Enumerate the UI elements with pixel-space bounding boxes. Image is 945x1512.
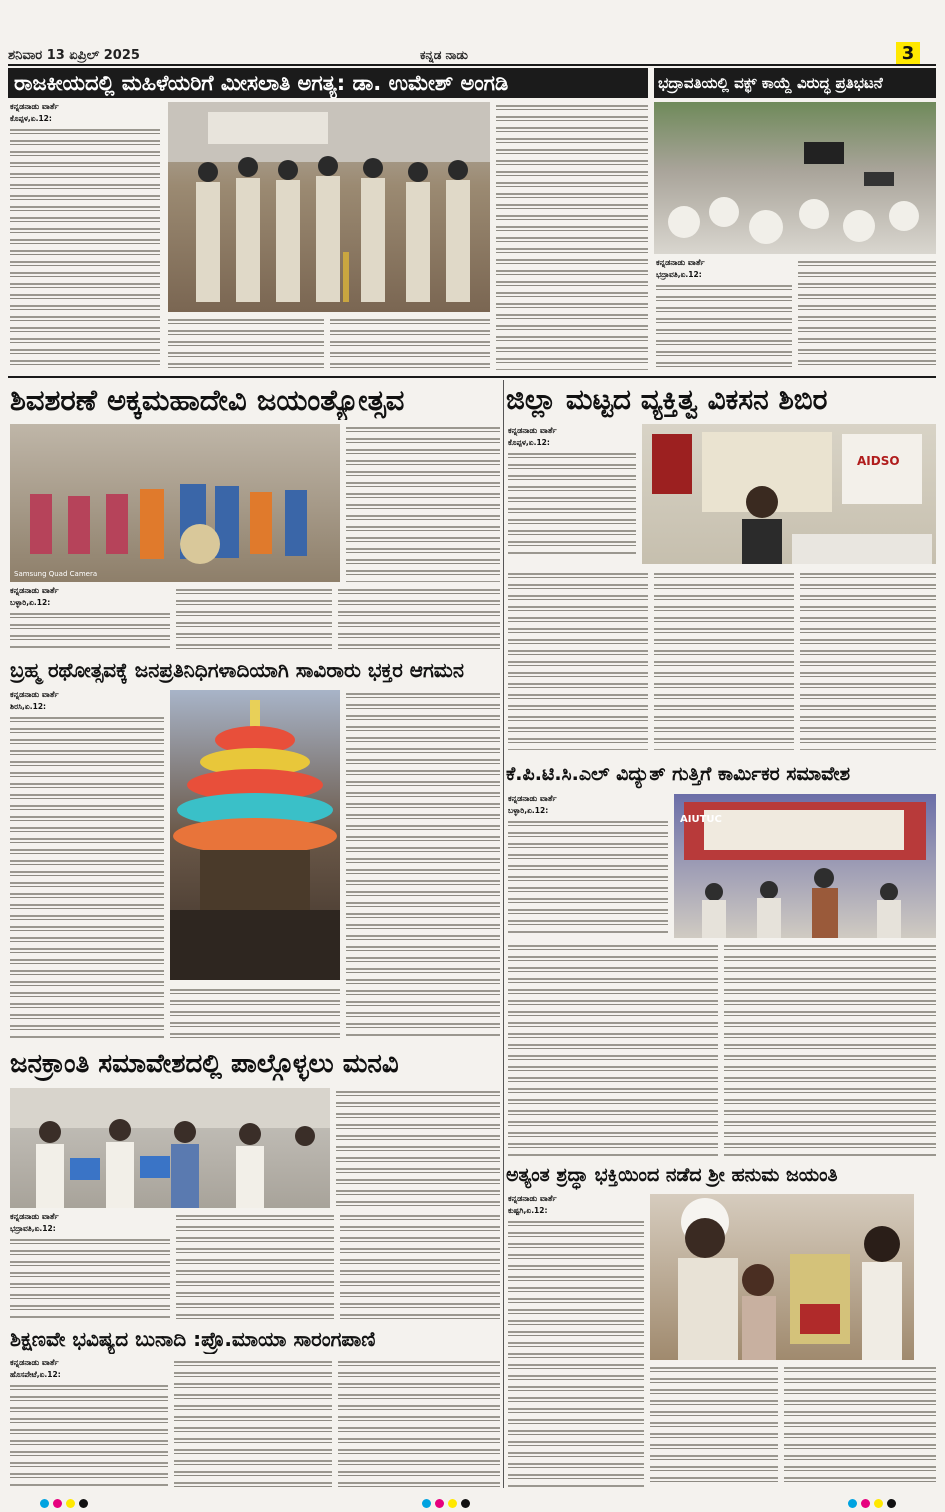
article-3-dateline: ಬಳ್ಳಾರಿ,ಏ.12: [10, 598, 51, 607]
article-3-photo [10, 424, 340, 582]
article-8-dateline: ಕುಷ್ಟಗಿ,ಏ.12: [508, 1206, 548, 1215]
article-6-headline: ಕೆ.ಪಿ.ಟಿ.ಸಿ.ಎಲ್ ವಿದ್ಯುತ್ ಗುತ್ತಿಗೆ ಕಾರ್ಮಿಕರ ಸಮಾವೇಶ [506, 763, 851, 785]
article-9-text-col-2 [174, 1358, 332, 1488]
article-1-text-col-2 [168, 316, 324, 370]
article-4-byline: ಕನ್ನಡನಾಡು ವಾರ್ತೆ [508, 426, 557, 435]
article-9-byline: ಕನ್ನಡನಾಡು ವಾರ್ತೆ [10, 1358, 59, 1367]
article-1-text-col-4 [496, 102, 648, 370]
article-1-byline: ಕನ್ನಡನಾಡು ವಾರ್ತೆ [10, 102, 59, 111]
article-9-text-col-1 [10, 1382, 168, 1488]
article-9-headline: ಶಿಕ್ಷಣವೇ ಭವಿಷ್ಯದ ಬುನಾದಿ :ಪ್ರೊ.ಮಾಯಾ ಸಾರಂಗಪಾಣಿ [10, 1327, 376, 1351]
article-3-text-col-3 [176, 586, 332, 650]
aidso-banner-text: AIDSO [857, 454, 900, 468]
article-7-text-col-2 [10, 1236, 170, 1320]
article-7-headline: ಜನಕ್ರಾಂತಿ ಸಮಾವೇಶದಲ್ಲಿ ಪಾಲ್ಗೊಳ್ಳಲು ಮನವಿ [10, 1049, 399, 1079]
protest-crowd-image [654, 102, 936, 254]
article-7-text-col-4 [340, 1212, 500, 1320]
article-6-dateline: ಬಳ್ಳಾರಿ,ಏ.12: [508, 806, 549, 815]
article-2-text-col-1 [656, 282, 792, 370]
article-1-headline: ರಾಜಕೀಯದಲ್ಲಿ ಮಹಿಳೆಯರಿಗೆ ಮೀಸಲಾತಿ ಅಗತ್ಯ: ಡಾ. ಉಮೇಶ್ ಅಂಗಡಿ [8, 68, 648, 98]
article-4-text-col-3 [654, 570, 794, 750]
article-4-text-col-4 [800, 570, 936, 750]
article-2-photo [654, 102, 936, 254]
children-group-image [10, 424, 340, 582]
article-9-dateline: ಹೊಸಪೇಟೆ,ಏ.12: [10, 1370, 61, 1379]
article-8-byline: ಕನ್ನಡನಾಡು ವಾರ್ತೆ [508, 1194, 557, 1203]
temple-prayer-image [650, 1194, 914, 1360]
article-1-text-col-3 [330, 316, 490, 370]
speaker-at-podium-image [642, 424, 936, 564]
article-7-dateline: ಭದ್ರಾವತಿ,ಏ.12: [10, 1224, 56, 1233]
article-1-text-col-1 [10, 126, 160, 370]
article-7-photo [10, 1088, 330, 1208]
aiutuc-banner-text: AIUTUC [680, 814, 722, 825]
article-7-byline: ಕನ್ನಡನಾಡು ವಾರ್ತೆ [10, 1212, 59, 1221]
article-8-text-col-2 [650, 1364, 778, 1488]
article-5-text-col-3 [346, 690, 500, 1038]
article-2-text-col-2 [798, 258, 936, 370]
press-meet-image [10, 1088, 330, 1208]
issue-date: ಶನಿವಾರ 13 ಏಪ್ರಿಲ್ 2025 [8, 48, 140, 63]
article-4-photo [642, 424, 936, 564]
chariot-festival-image [170, 690, 340, 980]
article-5-headline: ಬ್ರಹ್ಮ ರಥೋತ್ಸವಕ್ಕೆ ಜನಪ್ರತಿನಿಧಿಗಳಾದಿಯಾಗಿ ಸಾವಿರಾರು ಭಕ್ತರ ಆಗಮನ [10, 658, 464, 682]
article-8-headline: ಅತ್ಯಂತ ಶ್ರದ್ಧಾ ಭಕ್ತಿಯಿಂದ ನಡೆದ ಶ್ರೀ ಹನುಮ ಜಯಂತಿ [506, 1164, 838, 1186]
page-number: 3 [896, 42, 920, 66]
article-2-byline: ಕನ್ನಡನಾಡು ವಾರ್ತೆ [656, 258, 705, 267]
article-3-text-col-2 [10, 610, 170, 650]
article-5-text-col-2 [170, 986, 340, 1038]
article-4-dateline: ಕೊಪ್ಪಳ,ಏ.12: [508, 438, 550, 447]
article-7-text-col-1 [336, 1088, 500, 1208]
masthead: ಕನ್ನಡ ನಾಡು [420, 48, 468, 62]
article-2-headline: ಭದ್ರಾವತಿಯಲ್ಲಿ ವಕ್ಫ್ ಕಾಯ್ದೆ ವಿರುದ್ಧ ಪ್ರತಿಭಟನೆ [654, 68, 936, 98]
article-5-photo [170, 690, 340, 980]
article-4-text-col-1 [508, 450, 636, 556]
article-6-text-col-3 [724, 942, 936, 1156]
article-4-text-col-2 [508, 570, 648, 750]
section-rule-1 [8, 376, 936, 378]
article-7-text-col-3 [176, 1212, 334, 1320]
article-3-text-col-4 [338, 586, 500, 650]
registration-marks-right [848, 1493, 900, 1512]
page-header [0, 0, 945, 66]
article-5-text-col-1 [10, 714, 164, 1038]
article-6-byline: ಕನ್ನಡನಾಡು ವಾರ್ತೆ [508, 794, 557, 803]
article-6-photo [674, 794, 936, 938]
article-1-photo-image [168, 102, 490, 312]
article-6-text-col-2 [508, 942, 718, 1156]
article-8-text-col-3 [784, 1364, 936, 1488]
article-8-photo [650, 1194, 914, 1360]
article-3-photo-caption: Samsung Quad Camera [14, 570, 98, 578]
article-8-text-col-1 [508, 1218, 644, 1488]
article-3-headline: ಶಿವಶರಣೆ ಅಕ್ಕಮಹಾದೇವಿ ಜಯಂತ್ಯೋತ್ಸವ [10, 383, 405, 417]
article-1-photo [168, 102, 490, 312]
article-2-dateline: ಭದ್ರಾವತಿ,ಏ.12: [656, 270, 702, 279]
registration-marks-center [422, 1493, 474, 1512]
article-5-dateline: ಶಿರಸಿ,ಏ.12: [10, 702, 47, 711]
article-1-dateline: ಕೊಪ್ಪಳ,ಏ.12: [10, 114, 52, 123]
article-6-text-col-1 [508, 818, 668, 934]
article-3-text-col-1 [346, 424, 500, 582]
article-4-headline: ಜಿಲ್ಲಾ ಮಟ್ಟದ ವ್ಯಕ್ತಿತ್ವ ವಿಕಸನ ಶಿಬಿರ [506, 383, 828, 416]
header-rule [8, 64, 936, 66]
article-3-byline: ಕನ್ನಡನಾಡು ವಾರ್ತೆ [10, 586, 59, 595]
article-5-byline: ಕನ್ನಡನಾಡು ವಾರ್ತೆ [10, 690, 59, 699]
registration-marks-left [40, 1493, 92, 1512]
article-9-text-col-3 [338, 1358, 500, 1488]
column-separator [503, 380, 504, 1488]
